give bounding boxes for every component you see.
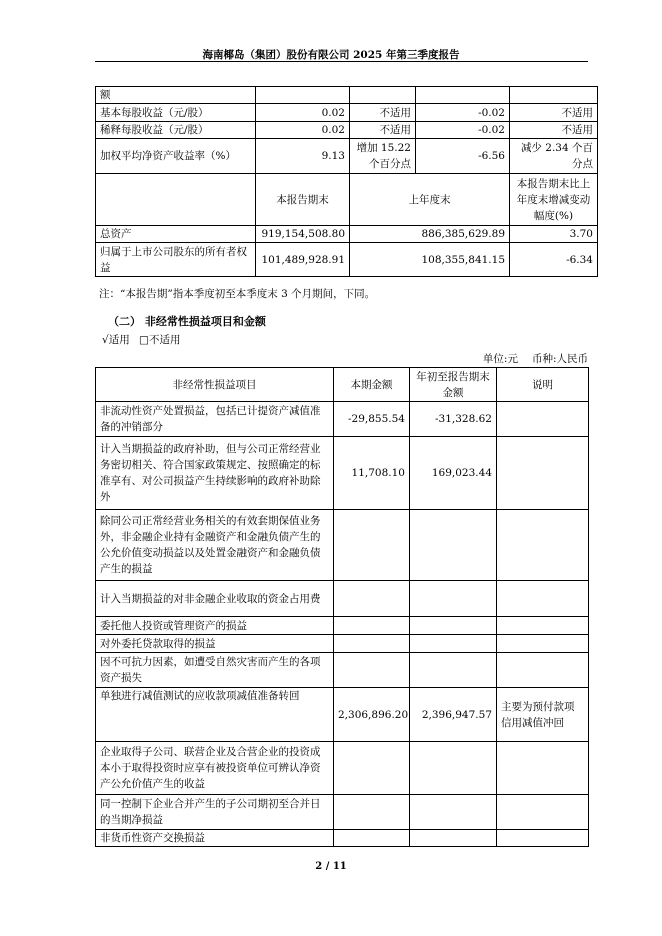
item-note [497, 617, 589, 635]
row-label: 总资产 [96, 226, 256, 243]
cell-value: 3.70 [510, 226, 598, 243]
cell-value: 9.13 [256, 139, 350, 174]
item-label: 委托他人投资或管理资产的损益 [96, 617, 334, 635]
current-amount [334, 795, 410, 830]
item-note [497, 635, 589, 653]
header-rule [95, 61, 588, 62]
option-applicable: √适用 [102, 334, 130, 346]
table-row [96, 122, 598, 139]
report-header-title: 海南椰岛（集团）股份有限公司 2025 年第三季度报告 [202, 49, 460, 61]
col-header-current: 本期金额 [334, 368, 410, 402]
ytd-amount: 2,396,947.57 [410, 688, 497, 742]
cell-value: 不适用 [510, 122, 598, 139]
table-row [96, 581, 589, 617]
table-row [96, 139, 598, 174]
item-note [497, 795, 589, 830]
ytd-amount [410, 742, 497, 795]
current-amount [334, 653, 410, 688]
table-row [96, 653, 589, 688]
cell-value: 0.02 [256, 104, 350, 122]
table-row [96, 104, 598, 122]
item-note [497, 402, 589, 437]
table-row [96, 830, 589, 847]
cell-value: 0.02 [256, 122, 350, 139]
item-note [497, 742, 589, 795]
row-label: 稀释每股收益（元/股） [96, 122, 256, 139]
section-title: （二） 非经常性损益项目和金额 [108, 315, 266, 328]
ytd-amount: -31,328.62 [410, 402, 497, 437]
cell-value: 101,489,928.91 [256, 243, 350, 277]
cell-value: 不适用 [350, 122, 416, 139]
non-recurring-items-table [95, 367, 589, 847]
item-label: 同一控制下企业合并产生的子公司期初至合并日的当期净损益 [96, 795, 334, 830]
table-row [96, 688, 589, 742]
col-header-period-end: 本报告期末 [256, 174, 350, 226]
item-label: 企业取得子公司、联营企业及合营企业的投资成本小于取得投资时应享有被投资单位可辨认净资产公允价值产生的收益 [96, 742, 334, 795]
col-header-prior-year-end: 上年度末 [350, 174, 510, 226]
period-note: 注：“本报告期”指本季度初至本季度末 3 个月期间，下同。 [99, 288, 376, 300]
table-row [96, 87, 598, 104]
current-amount [334, 635, 410, 653]
item-label: 计入当期损益的对非金融企业收取的资金占用费 [96, 581, 334, 617]
col-header-change: 本报告期末比上年度末增减变动幅度(%) [510, 174, 598, 226]
item-label: 单独进行减值测试的应收款项减值准备转回 [96, 688, 334, 742]
item-label: 因不可抗力因素，如遭受自然灾害而产生的各项资产损失 [96, 653, 334, 688]
ytd-amount [410, 581, 497, 617]
table-row [96, 635, 589, 653]
col-header-item: 非经常性损益项目 [96, 368, 334, 402]
item-note [497, 581, 589, 617]
ytd-amount [410, 510, 497, 581]
cell-value: 919,154,508.80 [256, 226, 350, 243]
unit-line [483, 351, 588, 366]
page-number: 2 / 11 [315, 861, 347, 872]
current-amount: 11,708.10 [334, 437, 410, 510]
row-label: 加权平均净资产收益率（%） [96, 139, 256, 174]
ytd-amount [410, 830, 497, 847]
cell-value: 886,385,629.89 [350, 226, 510, 243]
ytd-amount [410, 635, 497, 653]
current-amount [334, 581, 410, 617]
table-row [96, 742, 589, 795]
cell-value: 108,355,841.15 [350, 243, 510, 277]
currency-label: 币种:人民币 [531, 353, 588, 365]
cell-value: -6.34 [510, 243, 598, 277]
current-amount [334, 510, 410, 581]
cell-value: -0.02 [416, 122, 510, 139]
applicability-options [102, 332, 180, 347]
cell-value: 不适用 [350, 104, 416, 122]
item-label: 非流动性资产处置损益，包括已计提资产减值准备的冲销部分 [96, 402, 334, 437]
table-header-row [96, 368, 589, 402]
cell-value: -6.56 [416, 139, 510, 174]
cell-value: 不适用 [510, 104, 598, 122]
table-row [96, 226, 598, 243]
item-note [497, 437, 589, 510]
item-note [497, 653, 589, 688]
table-row [96, 795, 589, 830]
col-header-ytd: 年初至报告期末金额 [410, 368, 497, 402]
cell-value: 增加 15.22 个百分点 [350, 139, 416, 174]
item-note [497, 510, 589, 581]
table-row [96, 243, 598, 277]
current-amount [334, 617, 410, 635]
row-label: 归属于上市公司股东的所有者权益 [96, 243, 256, 277]
row-label: 额 [96, 87, 256, 104]
ytd-amount [410, 617, 497, 635]
col-header-note: 说明 [497, 368, 589, 402]
item-note [497, 830, 589, 847]
table-row [96, 402, 589, 437]
key-indicators-table [95, 86, 598, 277]
item-label: 除同公司正常经营业务相关的有效套期保值业务外，非金融企业持有金融资产和金融负债产生的公允价值变动损益以及处置金融资产和金融负债产生的损益 [96, 510, 334, 581]
item-label: 计入当期损益的政府补助，但与公司正常经营业务密切相关、符合国家政策规定、按照确定的标准享有、对公司损益产生持续影响的政府补助除外 [96, 437, 334, 510]
ytd-amount [410, 653, 497, 688]
table-row [96, 437, 589, 510]
ytd-amount: 169,023.44 [410, 437, 497, 510]
table-row [96, 510, 589, 581]
unit-label: 单位:元 [482, 353, 518, 365]
cell-value: -0.02 [416, 104, 510, 122]
item-label: 非货币性资产交换损益 [96, 830, 334, 847]
current-amount: 2,306,896.20 [334, 688, 410, 742]
row-label: 基本每股收益（元/股） [96, 104, 256, 122]
item-label: 对外委托贷款取得的损益 [96, 635, 334, 653]
current-amount [334, 742, 410, 795]
cell-value: 减少 2.34 个百分点 [510, 139, 598, 174]
option-not-applicable: □不适用 [139, 334, 181, 346]
table-row [96, 617, 589, 635]
item-note: 主要为预付款项信用减值冲回 [497, 688, 589, 742]
current-amount: -29,855.54 [334, 402, 410, 437]
current-amount [334, 830, 410, 847]
table-subheader-row [96, 174, 598, 226]
ytd-amount [410, 795, 497, 830]
